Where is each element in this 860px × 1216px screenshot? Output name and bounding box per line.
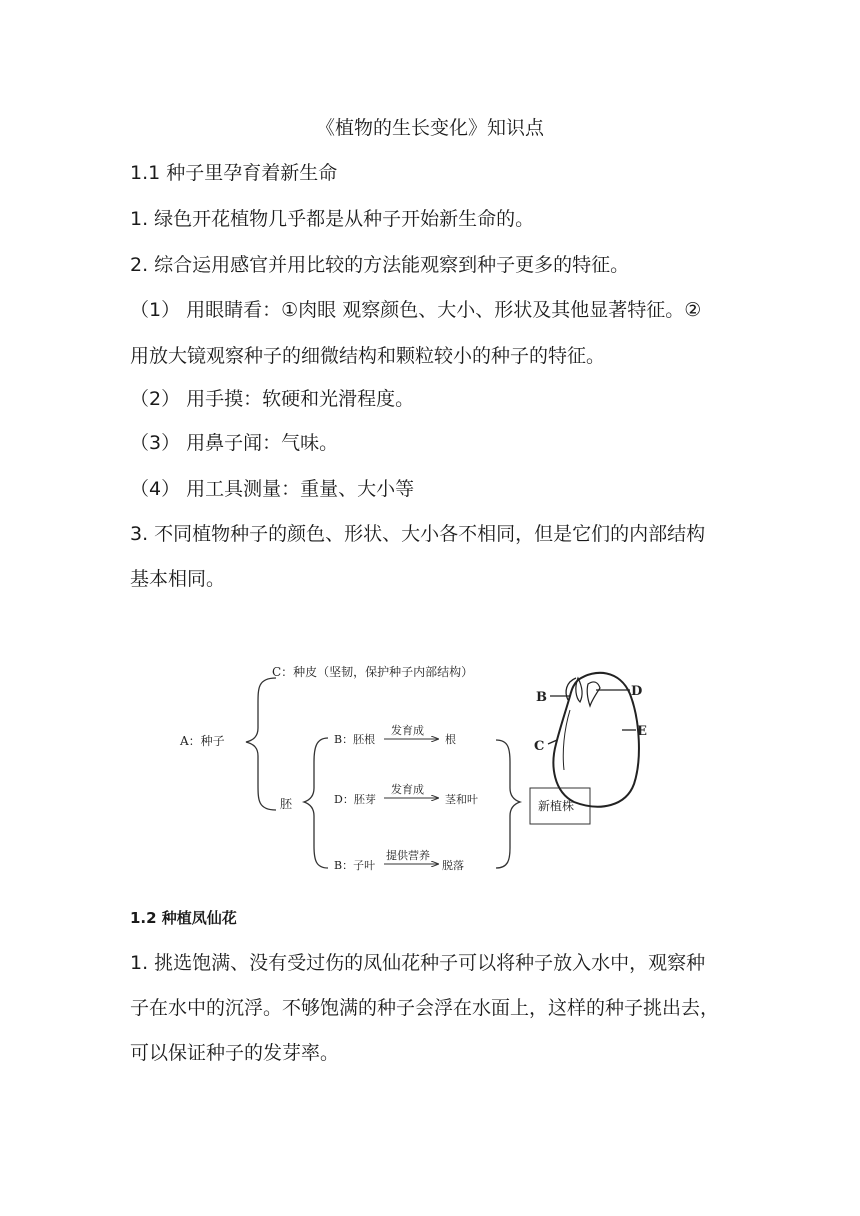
embryo-brace — [304, 738, 328, 868]
seed-label-b: B — [536, 690, 547, 705]
list-item: （1） 用眼睛看：①肉眼 观察颜色、大小、形状及其他显著特征。② — [130, 299, 702, 321]
main-brace — [246, 678, 276, 810]
paragraph-continuation: 基本相同。 — [130, 568, 226, 590]
diagram-seed-coat: C：种皮（坚韧，保护种子内部结构） — [272, 665, 474, 679]
section-heading: 1.1 种子里孕育着新生命 — [130, 162, 338, 184]
diagram-new-plant: 新植株 — [538, 799, 575, 813]
diagram-cotyledon-arrow-label: 提供营养 — [386, 849, 430, 862]
paragraph: 2. 综合运用感官并用比较的方法能观察到种子更多的特征。 — [130, 254, 630, 276]
paragraph: 1. 绿色开花植物几乎都是从种子开始新生命的。 — [130, 208, 535, 230]
seed-illustration — [548, 673, 639, 807]
diagram-root-label: A：种子 — [180, 734, 225, 748]
list-item: （4） 用工具测量：重量、大小等 — [130, 478, 415, 500]
paragraph: 1. 挑选饱满、没有受过伤的凤仙花种子可以将种子放入水中，观察种 — [130, 952, 706, 974]
seed-structure-diagram — [160, 640, 700, 885]
list-item: （3） 用鼻子闻：气味。 — [130, 432, 339, 454]
page-title: 《植物的生长变化》知识点 — [315, 117, 544, 139]
diagram-cotyledon-result: 脱落 — [442, 859, 464, 872]
diagram-radicle-result: 根 — [445, 733, 456, 746]
section-heading: 1.2 种植凤仙花 — [130, 909, 237, 927]
diagram-cotyledon: B：子叶 — [334, 859, 376, 872]
seed-label-d: D — [631, 684, 643, 699]
diagram-radicle-arrow-label: 发育成 — [391, 724, 424, 737]
diagram-plumule-result: 茎和叶 — [445, 793, 478, 806]
list-item-continuation: 用放大镜观察种子的细微结构和颗粒较小的种子的特征。 — [130, 345, 606, 367]
result-brace — [496, 740, 520, 868]
diagram-plumule-arrow-label: 发育成 — [391, 783, 424, 796]
paragraph: 3. 不同植物种子的颜色、形状、大小各不相同，但是它们的内部结构 — [130, 523, 706, 545]
list-item: （2） 用手摸：软硬和光滑程度。 — [130, 388, 415, 410]
seed-label-c: C — [534, 739, 545, 754]
paragraph-continuation: 可以保证种子的发芽率。 — [130, 1042, 340, 1064]
diagram-plumule: D：胚芽 — [334, 793, 376, 806]
diagram-radicle: B：胚根 — [334, 733, 376, 746]
diagram-embryo-label: 胚 — [280, 797, 293, 811]
seed-label-e: E — [637, 724, 647, 739]
paragraph-continuation: 子在水中的沉浮。不够饱满的种子会浮在水面上，这样的种子挑出去， — [130, 997, 720, 1019]
